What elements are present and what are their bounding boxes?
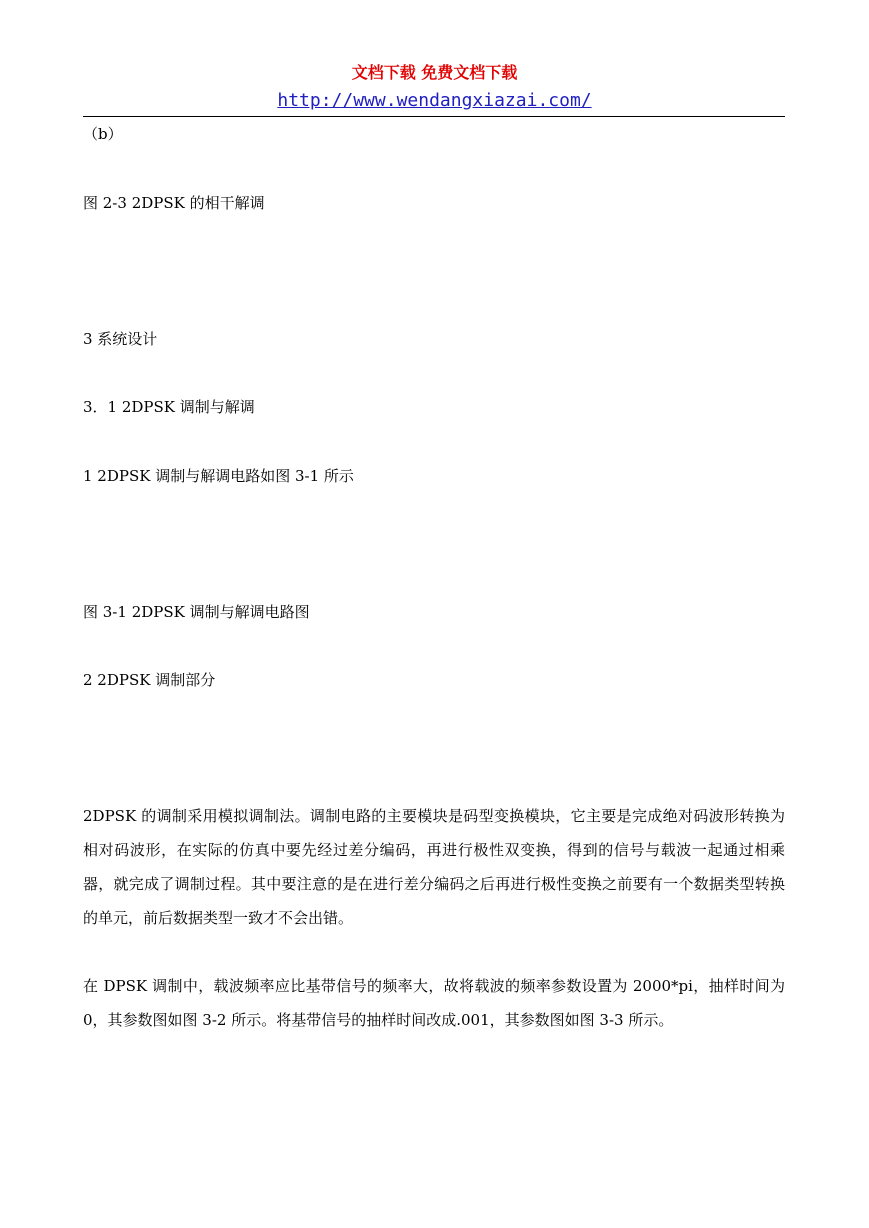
header-title: 文档下载 免费文档下载 xyxy=(351,63,518,82)
header-url-link[interactable]: http://www.wendangxiazai.com/ xyxy=(277,90,592,111)
figure-caption-3-1: 图 3-1 2DPSK 调制与解调电路图 xyxy=(83,603,310,621)
header-divider xyxy=(83,116,785,117)
list-item-1: 1 2DPSK 调制与解调电路如图 3-1 所示 xyxy=(83,467,354,485)
section-heading-3: 3 系统设计 xyxy=(83,330,158,348)
figure-caption-2-3: 图 2-3 2DPSK 的相干解调 xyxy=(83,194,265,212)
sub-figure-label: （b） xyxy=(83,125,123,143)
paragraph-dpsk-settings: 在 DPSK 调制中，载波频率应比基带信号的频率大，故将载波的频率参数设置为 2000*pi，抽样时间为 0，其参数图如图 3-2 所示。将基带信号的抽样时间改成.001，其参数图如图 3-3 所示。 xyxy=(83,977,785,1029)
section-heading-3-1: 3．1 2DPSK 调制与解调 xyxy=(83,398,255,416)
paragraph-modulation: 2DPSK 的调制采用模拟调制法。调制电路的主要模块是码型变换模块，它主要是完成绝对码波形转换为相对码波形，在实际的仿真中要先经过差分编码，再进行极性双变换，得到的信号与载波一起通过相乘器，就完成了调制过程。其中要注意的是在进行差分编码之后再进行极性变换之前要有一个数据类型转换的单元，前后数据类型一致才不会出错。 xyxy=(83,807,785,927)
list-item-2: 2 2DPSK 调制部分 xyxy=(83,671,216,689)
